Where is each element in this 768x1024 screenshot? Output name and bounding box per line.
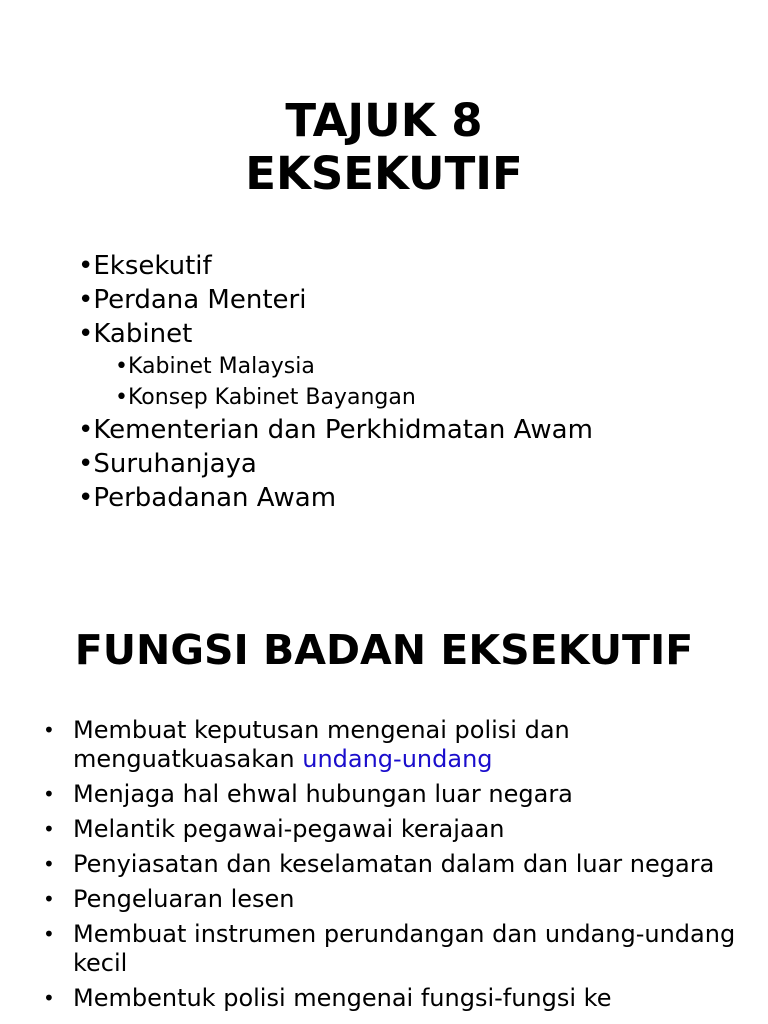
topic-item: •Perbadanan Awam [78, 483, 337, 513]
function-text: Pengeluaran lesen [73, 885, 295, 913]
function-item [0, 815, 768, 844]
function-text: Membuat keputusan mengenai polisi dan menguatkuasakan [73, 716, 570, 773]
topic-item: •Kementerian dan Perkhidmatan Awam [78, 415, 593, 445]
topic-item: •Suruhanjaya [78, 449, 257, 479]
bullet-icon: • [43, 887, 55, 911]
bullet-icon: • [43, 718, 55, 742]
slide-title: FUNGSI BADAN EKSEKUTIF [74, 626, 694, 674]
function-text: Penyiasatan dan keselamatan dalam dan luar negara [73, 850, 715, 878]
bullet-icon: • [43, 782, 55, 806]
function-item [0, 984, 768, 1013]
undang-undang-link[interactable]: undang-undang [302, 745, 493, 773]
function-list [0, 716, 768, 1019]
function-text: Melantik pegawai-pegawai kerajaan [73, 815, 505, 843]
bullet-icon: • [43, 817, 55, 841]
sub-topic-item: •Kabinet Malaysia [115, 354, 315, 379]
bullet-icon: • [43, 852, 55, 876]
function-item [0, 920, 768, 978]
function-item [0, 780, 768, 809]
topic-item: •Kabinet [78, 319, 193, 349]
topic-item: •Perdana Menteri [78, 285, 307, 315]
function-item [0, 850, 768, 879]
slide-title [0, 94, 768, 200]
topic-list [78, 249, 593, 515]
function-text: Menjaga hal ehwal hubungan luar negara [73, 780, 573, 808]
title-line-1: TAJUK 8 [285, 94, 483, 147]
topic-item: •Eksekutif [78, 251, 212, 281]
function-text: Membentuk polisi mengenai fungsi-fungsi ke [73, 984, 612, 1012]
function-text: Membuat instrumen perundangan dan undang-undang kecil [73, 920, 736, 977]
function-item [0, 885, 768, 914]
title-line-2: EKSEKUTIF [245, 147, 523, 200]
bullet-icon: • [43, 922, 55, 946]
function-item [0, 716, 768, 774]
bullet-icon: • [43, 986, 55, 1010]
sub-topic-item: •Konsep Kabinet Bayangan [115, 385, 416, 410]
slide-fungsi-badan-eksekutif [0, 575, 768, 1024]
